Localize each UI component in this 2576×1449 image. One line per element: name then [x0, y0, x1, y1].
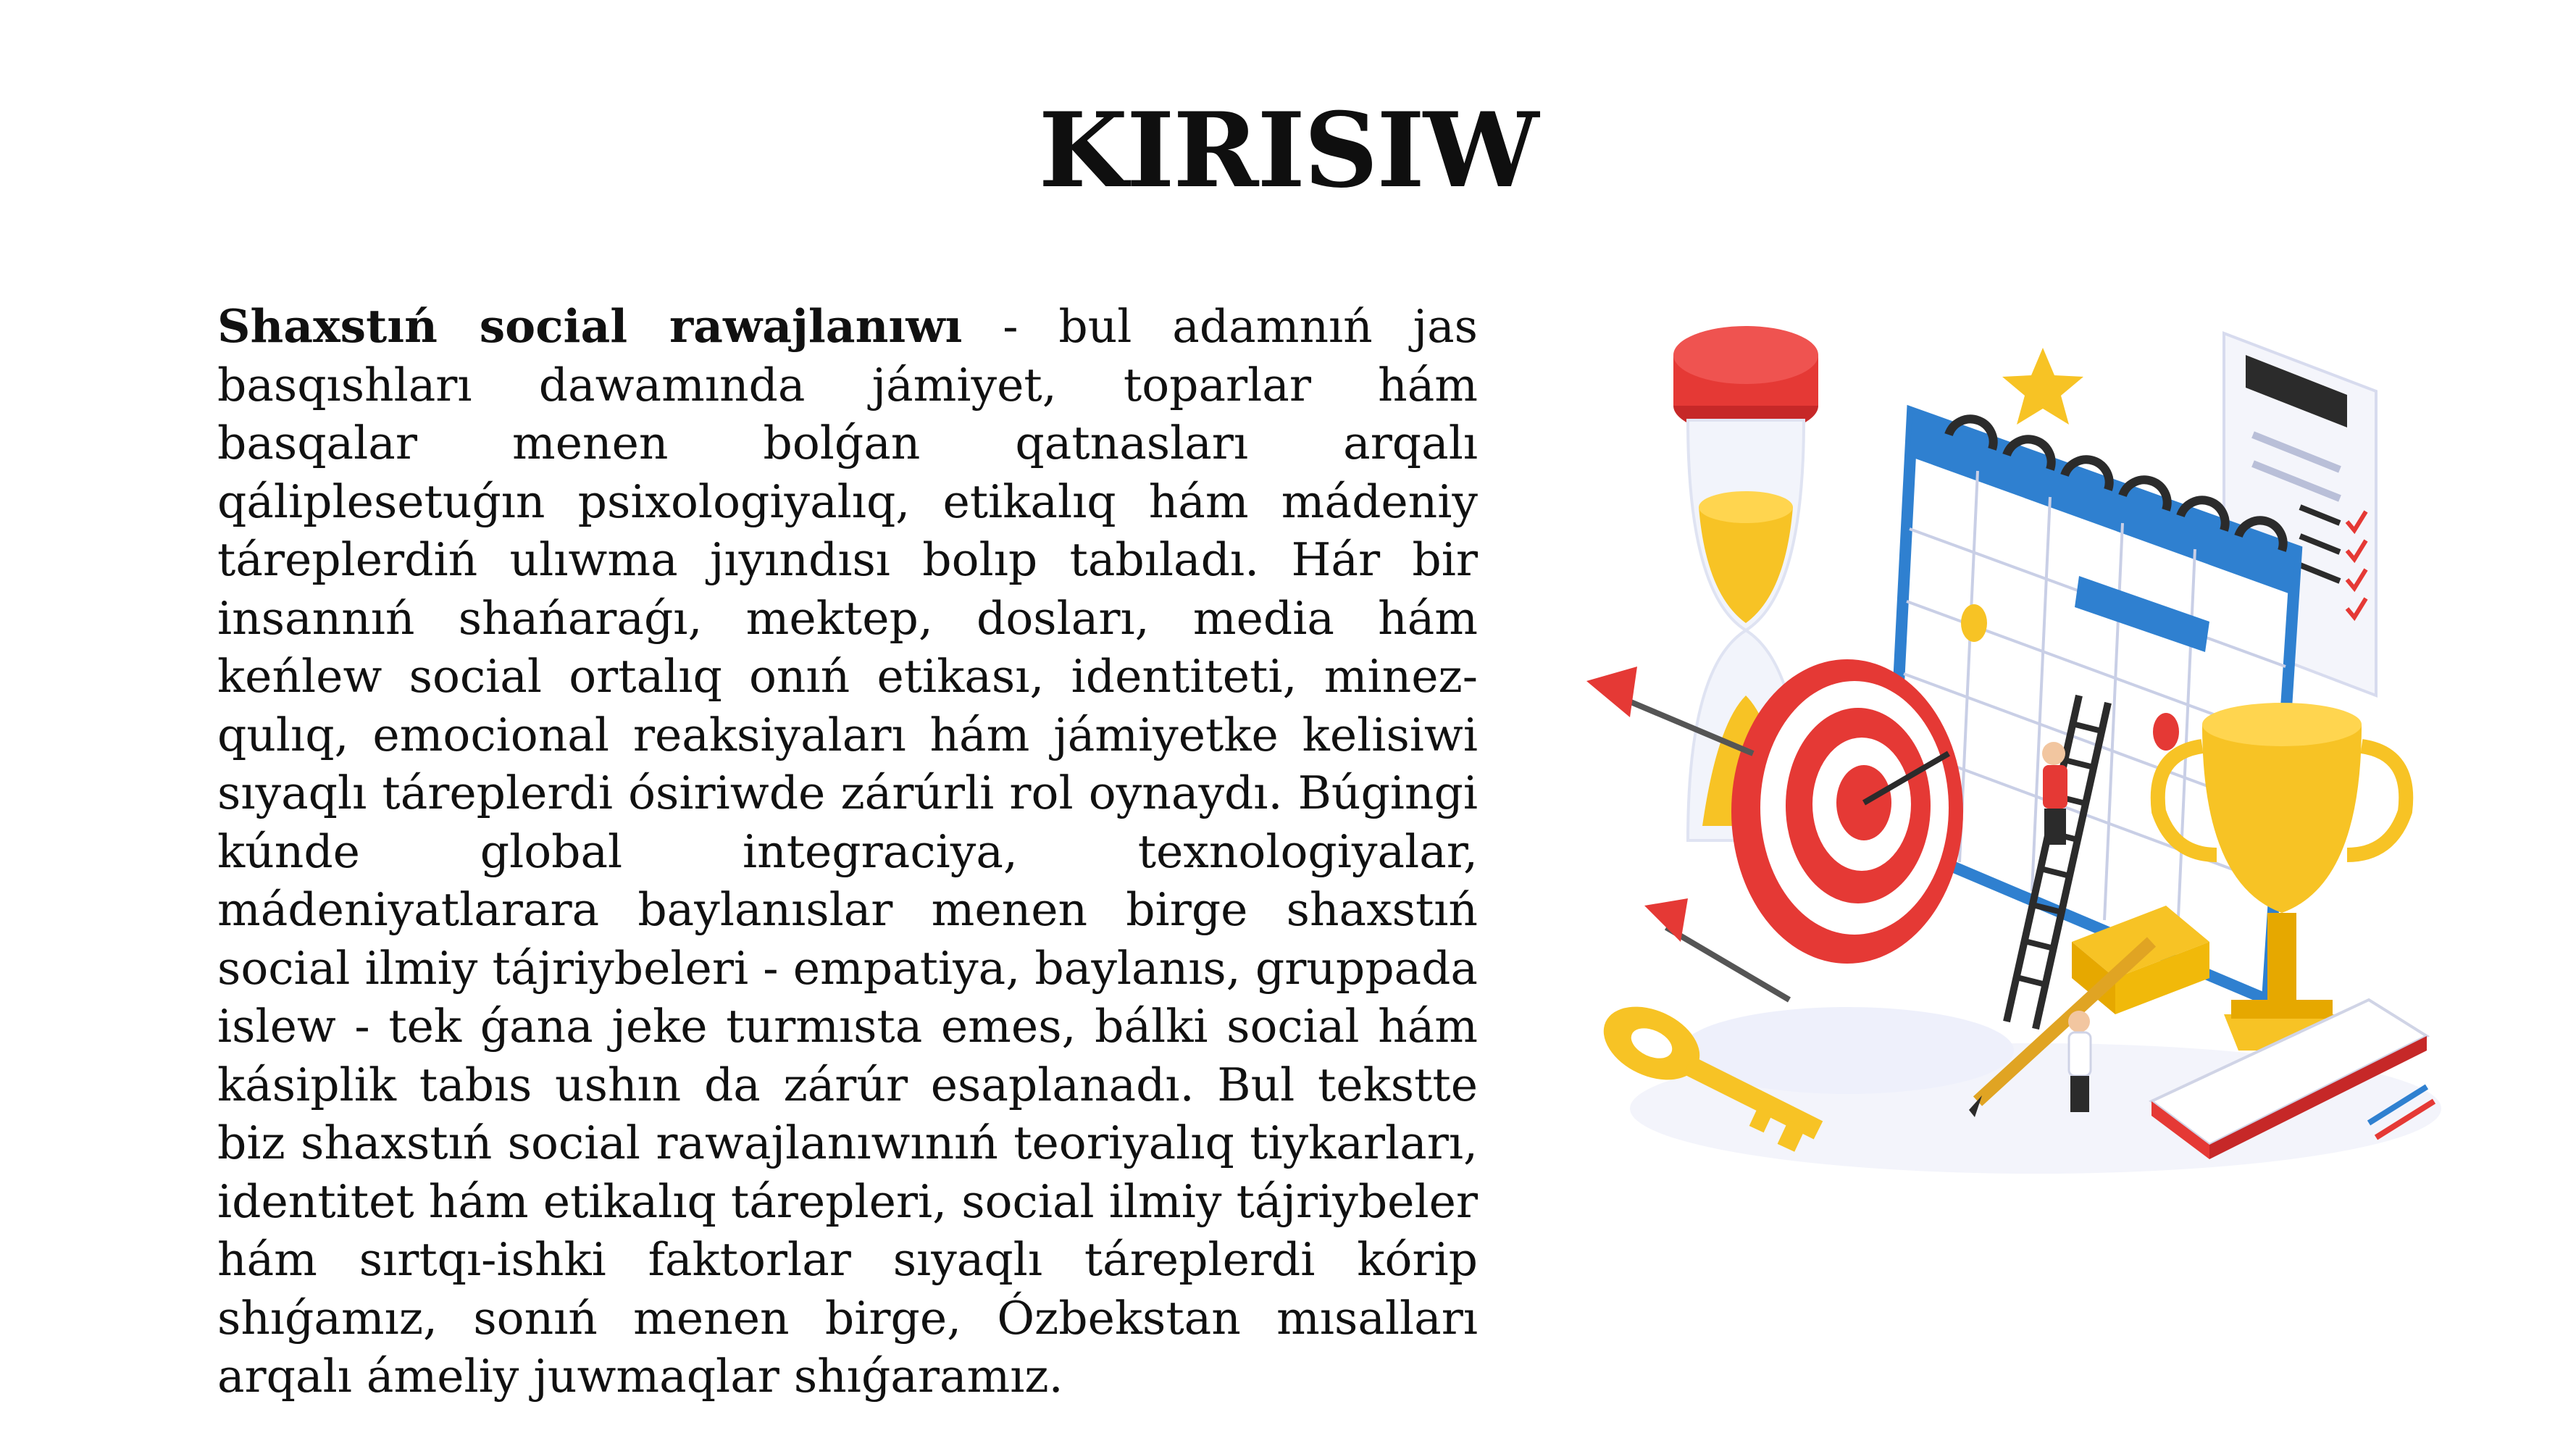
target-icon — [1731, 659, 1963, 964]
intro-text: - bul adamnıń jas basqıshları dawamında jámiyet, toparlar hám basqalar menen bolǵan qatnasları arqalı qáliplesetuǵın psixologiyalıq, etikalıq hám mádeniy táreplerdiń ulıwma jıyındısı bolıp tabıladı. Hár bir insannıń shańaraǵı, mektep, dosları, media hám keńlew social ortalıq onıń etikası, identiteti, minez-qulıq, emocional reaksiyaları hám jámiyetke kelisiwi sıyaqlı táreplerdi ósiriwde zárúrli rol oynaydı. Búgingi kúnde global integraciya, texnologiyalar, mádeniyatlarara baylanıslar menen birge shaxstıń social ilmiy tájriybeleri - empatiya, baylanıs, gruppada islew - tek ǵana jeke turmısta emes, bálki social hám kásiplik tabıs ushın da zárúr esaplanadı. Bul tekstte biz shaxstıń social rawajlanıwınıń teoriyalıq tiykarları, identitet hám etikalıq tárepleri, social ilmiy tájriybeler hám sırtqı-ishki faktorlar sıyaqlı táreplerdi kórip shıǵamız, sonıń menen birge, Ózbekstan mısalları arqalı ámeliy juwmaqlar shıǵaramız. — [217, 300, 1478, 1403]
goal-planning-illustration — [1572, 290, 2470, 1217]
intro-paragraph — [217, 297, 1478, 1406]
star-icon — [2002, 348, 2083, 425]
intro-term: Shaxstıń social rawajlanıwı — [217, 299, 963, 353]
slide-title: KIRISIW — [1038, 91, 1538, 211]
